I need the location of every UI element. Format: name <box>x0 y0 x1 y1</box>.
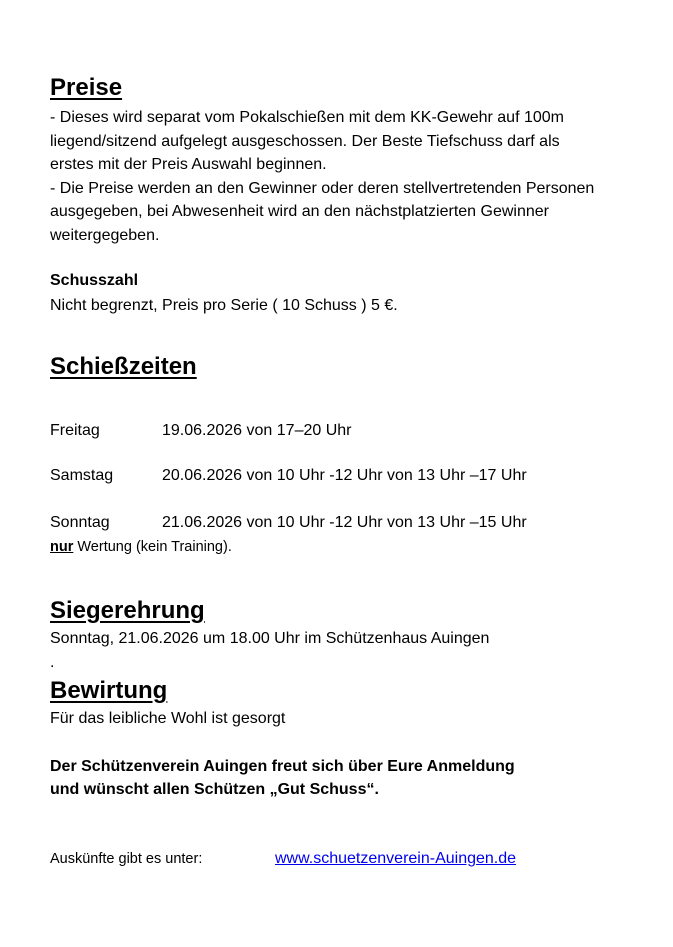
preise-paragraph <box>50 106 660 247</box>
closing-line-1: Der Schützenverein Auingen freut sich über Eure Anmeldung <box>50 758 515 775</box>
closing-line-2: und wünscht allen Schützen „Gut Schuss“. <box>50 781 379 798</box>
heading-schiesszeiten: Schießzeiten <box>50 353 197 380</box>
preise-line-1: - Dieses wird separat vom Pokalschießen mit dem KK-Gewehr auf 100m <box>50 109 564 126</box>
siegerehrung-text: Sonntag, 21.06.2026 um 18.00 Uhr im Schützenhaus Auingen <box>50 630 490 647</box>
schedule-time: 21.06.2026 von 10 Uhr -12 Uhr von 13 Uhr –15 Uhr <box>162 514 527 531</box>
schedule-note-emphasis: nur <box>50 539 74 555</box>
schedule-time: 20.06.2026 von 10 Uhr -12 Uhr von 13 Uhr –17 Uhr <box>162 467 527 484</box>
schedule-time: 19.06.2026 von 17–20 Uhr <box>162 422 352 439</box>
document-page <box>50 0 660 947</box>
schedule-note-rest: Wertung (kein Training). <box>73 539 232 555</box>
heading-preise: Preise <box>50 74 123 101</box>
preise-line-6: weitergegeben. <box>50 226 160 244</box>
heading-bewirtung: Bewirtung <box>50 677 168 704</box>
preise-line-4: - Die Preise werden an den Gewinner oder deren stellvertretenden Personen <box>50 179 595 197</box>
footer-label: Auskünfte gibt es unter: <box>50 851 203 867</box>
website-link[interactable]: www.schuetzenverein-Auingen.de <box>275 850 517 867</box>
schedule-day: Freitag <box>50 422 100 439</box>
schedule-day: Samstag <box>50 467 114 484</box>
siegerehrung-dot: . <box>50 654 55 671</box>
preise-line-3: erstes mit der Preis Auswahl beginnen. <box>50 156 327 173</box>
schusszahl-text: Nicht begrenzt, Preis pro Serie ( 10 Schuss ) 5 €. <box>50 297 398 314</box>
bewirtung-text: Für das leibliche Wohl ist gesorgt <box>50 710 286 727</box>
heading-schusszahl: Schusszahl <box>50 272 139 289</box>
schedule-note <box>50 537 232 557</box>
schedule-day: Sonntag <box>50 514 110 531</box>
preise-line-2: liegend/sitzend aufgelegt ausgeschossen. Der Beste Tiefschuss darf als <box>50 132 560 150</box>
heading-siegerehrung: Siegerehrung <box>50 597 205 624</box>
preise-line-5: ausgegeben, bei Abwesenheit wird an den nächstplatzierten Gewinner <box>50 203 549 220</box>
